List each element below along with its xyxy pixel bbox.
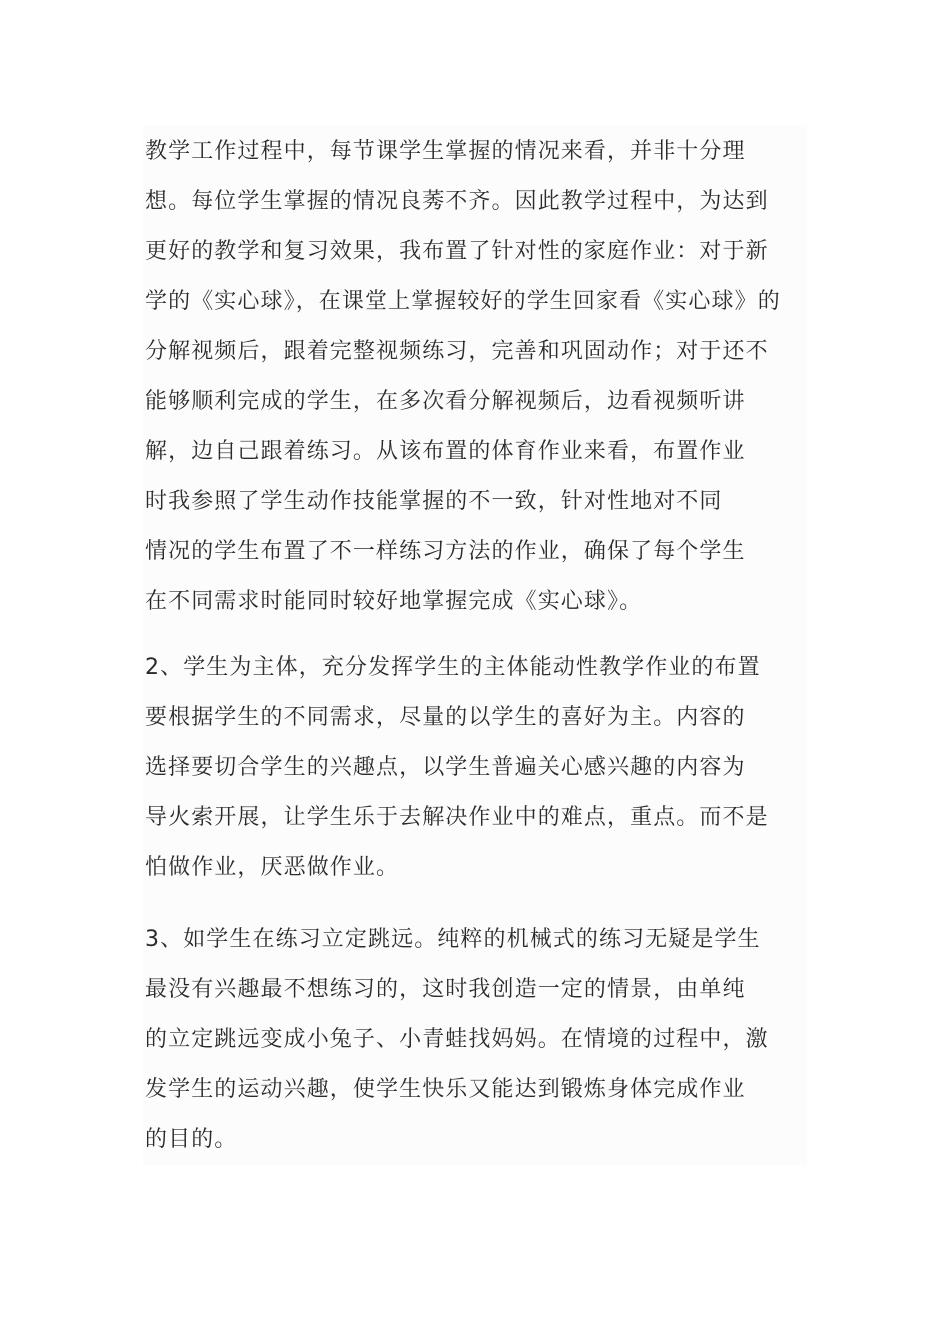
paragraph-2 <box>145 643 769 893</box>
paragraph-1 <box>145 127 781 627</box>
text-line: 能够顺利完成的学生，在多次看分解视频后，边看视频听讲 <box>145 389 746 414</box>
text-line: 3、如学生在练习立定跳远。纯粹的机械式的练习无疑是学生 <box>145 927 761 952</box>
text-line: 选择要切合学生的兴趣点，以学生普遍关心感兴趣的内容为 <box>145 755 746 780</box>
text-line: 怕做作业，厌恶做作业。 <box>145 855 400 880</box>
text-line: 最没有兴趣最不想练习的，这时我创造一定的情景，由单纯 <box>145 977 746 1002</box>
text-line: 解，边自己跟着练习。从该布置的体育作业来看，布置作业 <box>145 439 746 464</box>
text-line: 的立定跳远变成小兔子、小青蛙找妈妈。在情境的过程中，激 <box>145 1027 769 1052</box>
text-line: 导火索开展，让学生乐于去解决作业中的难点，重点。而不是 <box>145 805 769 830</box>
text-line: 的目的。 <box>145 1127 238 1152</box>
text-line: 时我参照了学生动作技能掌握的不一致，针对性地对不同 <box>145 489 723 514</box>
paragraph-3 <box>145 915 769 1165</box>
text-line: 2、学生为主体，充分发挥学生的主体能动性教学作业的布置 <box>145 655 761 680</box>
text-line: 更好的教学和复习效果，我布置了针对性的家庭作业：对于新 <box>145 239 769 264</box>
text-line: 在不同需求时能同时较好地掌握完成《实心球》。 <box>145 589 643 614</box>
text-line: 要根据学生的不同需求，尽量的以学生的喜好为主。内容的 <box>145 705 746 730</box>
text-line: 分解视频后，跟着完整视频练习，完善和巩固动作；对于还不 <box>145 339 769 364</box>
text-line: 想。每位学生掌握的情况良莠不齐。因此教学过程中，为达到 <box>145 189 769 214</box>
text-line: 教学工作过程中，每节课学生掌握的情况来看，并非十分理 <box>145 139 746 164</box>
text-block <box>143 125 807 1165</box>
text-line: 情况的学生布置了不一样练习方法的作业，确保了每个学生 <box>145 539 746 564</box>
text-line: 发学生的运动兴趣，使学生快乐又能达到锻炼身体完成作业 <box>145 1077 746 1102</box>
text-line: 学的《实心球》，在课堂上掌握较好的学生回家看《实心球》的 <box>145 289 781 314</box>
